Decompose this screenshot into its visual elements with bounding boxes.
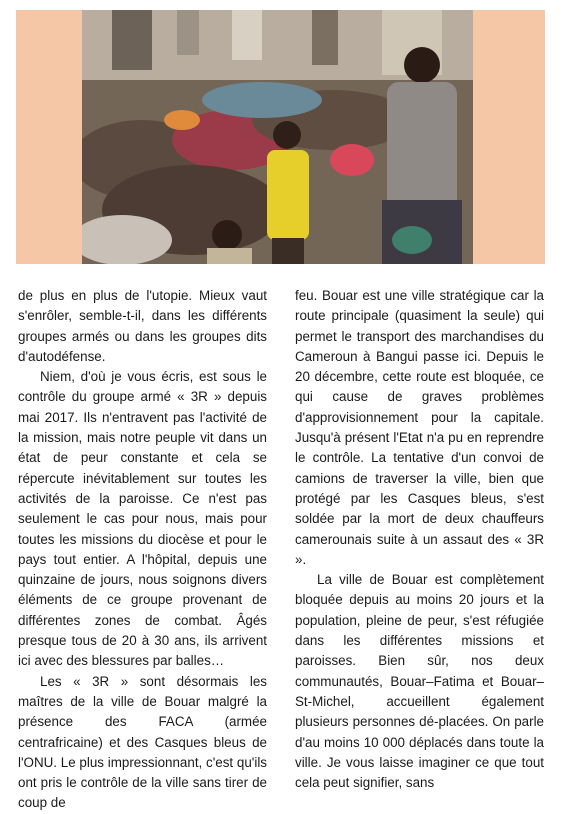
- paragraph: Les « 3R » sont désormais les maîtres de la ville de Bouar malgré la présence des FACA (armée centrafricaine) et des Casques bleus de l'ONU. Le plus impressionnant, c'est qu'ils ont pris le contrôle de la ville sans tirer de coup de: [18, 673, 267, 811]
- article-photo: [82, 10, 473, 264]
- left-column: [18, 286, 267, 814]
- article-body: [18, 286, 544, 811]
- paragraph: de plus en plus de l'utopie. Mieux vaut s'enrôler, semble-t-il, dans les différents groupes armés ou dans les groupes dits d'autodéfense.: [18, 288, 267, 364]
- paragraph: Niem, d'où je vous écris, est sous le contrôle du groupe armé « 3R » depuis mai 2017. Ils n'entravent pas l'activité de la mission, mais notre peuple vit dans un état de peur constante et cela se répercute inévitablement sur toutes les activités de la paroisse. Ce n'est pas seulement le cas pour nous, mais pour toutes les missions du diocèse et pour le pays tout entier. A l'hôpital, depuis une quinzaine de jours, nous soignons divers éléments de ce groupe provenant de différentes zones de combat. Âgés presque tous de 20 à 30 ans, ils arrivent ici avec des blessures par balles…: [18, 369, 267, 669]
- photo-displaced-people-icon: [82, 10, 473, 264]
- paragraph: feu. Bouar est une ville stratégique car la route principale (quasiment la seule) qui permet le transport des marchandises du Cameroun à Bangui passe ici. Depuis le 20 décembre, cette route est bloquée, ce qui cause de graves problèmes d'approvisionnement pour la capitale. Jusqu'à présent l'Etat n'a pu en reprendre le contrôle. La tentative d'un convoi de camions de traverser la ville, bien que protégé par les Casques bleus, s'est soldée par la mort de deux chauffeurs camerounais suite à un assaut des « 3R ».: [295, 288, 544, 567]
- right-column: [295, 286, 544, 793]
- paragraph: La ville de Bouar est complètement bloquée depuis au moins 20 jours et la population, pleine de peur, s'est réfugiée dans les différentes missions et paroisses. Bien sûr, nos deux communautés, Bouar–Fatima et Bouar–St-Michel, accueillent également plusieurs personnes dé-placées. On parle d'au moins 10 000 déplacés dans toute la ville. Je vous laisse imaginer ce que tout cela peut signifier, sans: [295, 572, 544, 791]
